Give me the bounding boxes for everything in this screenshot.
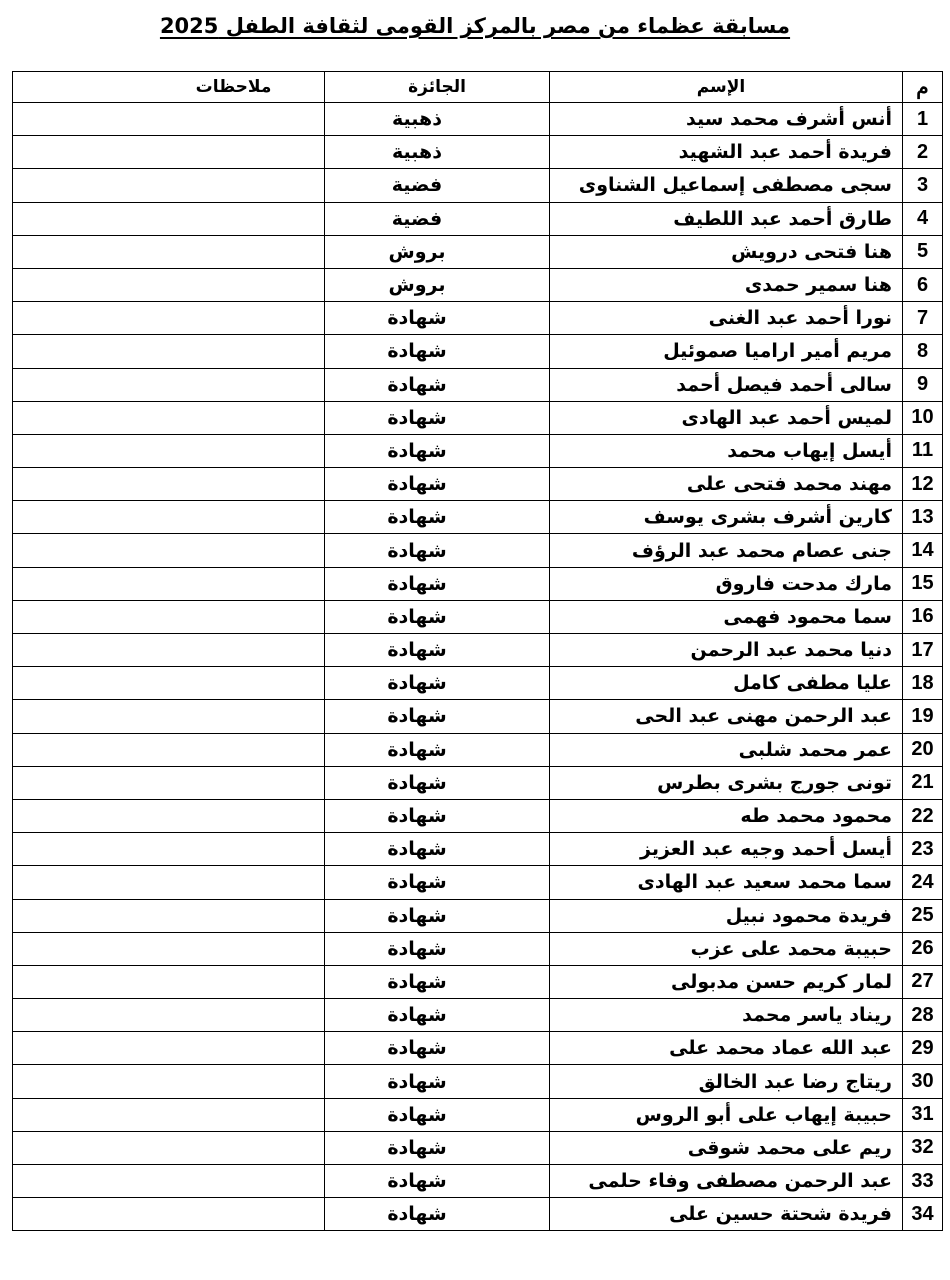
row-award: بروش <box>325 235 550 268</box>
row-notes <box>13 534 325 567</box>
row-notes <box>13 667 325 700</box>
row-name: عمر محمد شلبى <box>550 733 903 766</box>
table-row <box>13 1065 943 1098</box>
row-name: أيسل إيهاب محمد <box>550 434 903 467</box>
row-notes <box>13 1165 325 1198</box>
row-name: ريتاج رضا عبد الخالق <box>550 1065 903 1098</box>
row-notes <box>13 302 325 335</box>
row-notes <box>13 1065 325 1098</box>
row-notes <box>13 1131 325 1164</box>
table-row <box>13 434 943 467</box>
row-number: 8 <box>903 335 943 368</box>
row-notes <box>13 1032 325 1065</box>
row-number: 19 <box>903 700 943 733</box>
row-notes <box>13 600 325 633</box>
row-name: هنا فتحى درويش <box>550 235 903 268</box>
row-name: دنيا محمد عبد الرحمن <box>550 634 903 667</box>
table-row <box>13 733 943 766</box>
table-row <box>13 667 943 700</box>
row-award: شهادة <box>325 833 550 866</box>
table-row <box>13 302 943 335</box>
row-award: شهادة <box>325 401 550 434</box>
row-number: 5 <box>903 235 943 268</box>
row-number: 7 <box>903 302 943 335</box>
row-notes <box>13 866 325 899</box>
row-notes <box>13 235 325 268</box>
table-row <box>13 335 943 368</box>
row-notes <box>13 1098 325 1131</box>
row-name: كارين أشرف بشرى يوسف <box>550 501 903 534</box>
row-number: 6 <box>903 268 943 301</box>
row-notes <box>13 766 325 799</box>
table-row <box>13 833 943 866</box>
row-award: شهادة <box>325 501 550 534</box>
table-row <box>13 202 943 235</box>
row-award: فضية <box>325 202 550 235</box>
row-award: شهادة <box>325 534 550 567</box>
row-award: شهادة <box>325 1098 550 1131</box>
table-row <box>13 1198 943 1231</box>
row-notes <box>13 700 325 733</box>
row-award: فضية <box>325 169 550 202</box>
row-name: عليا مطفى كامل <box>550 667 903 700</box>
row-notes <box>13 434 325 467</box>
row-notes <box>13 401 325 434</box>
row-award: شهادة <box>325 999 550 1032</box>
row-name: سما محمد سعيد عبد الهادى <box>550 866 903 899</box>
row-name: فريدة محمود نبيل <box>550 899 903 932</box>
row-name: فريدة أحمد عبد الشهيد <box>550 136 903 169</box>
row-notes <box>13 733 325 766</box>
table-row <box>13 965 943 998</box>
row-notes <box>13 899 325 932</box>
results-table <box>12 71 943 1231</box>
row-award: ذهبية <box>325 103 550 136</box>
row-number: 22 <box>903 799 943 832</box>
row-name: حبيبة إيهاب على أبو الروس <box>550 1098 903 1131</box>
table-row <box>13 899 943 932</box>
table-row <box>13 534 943 567</box>
row-number: 30 <box>903 1065 943 1098</box>
row-number: 27 <box>903 965 943 998</box>
row-award: شهادة <box>325 1198 550 1231</box>
row-number: 21 <box>903 766 943 799</box>
table-row <box>13 1032 943 1065</box>
table-row <box>13 567 943 600</box>
row-notes <box>13 634 325 667</box>
table-row <box>13 700 943 733</box>
row-notes <box>13 501 325 534</box>
row-name: مريم أمير اراميا صموئيل <box>550 335 903 368</box>
row-number: 11 <box>903 434 943 467</box>
row-number: 9 <box>903 368 943 401</box>
row-award: شهادة <box>325 634 550 667</box>
row-number: 25 <box>903 899 943 932</box>
row-award: شهادة <box>325 368 550 401</box>
row-award: شهادة <box>325 1065 550 1098</box>
row-award: شهادة <box>325 335 550 368</box>
header-notes: ملاحظات <box>13 72 325 103</box>
row-name: مهند محمد فتحى على <box>550 468 903 501</box>
table-row <box>13 799 943 832</box>
row-notes <box>13 136 325 169</box>
row-number: 20 <box>903 733 943 766</box>
row-number: 23 <box>903 833 943 866</box>
table-row <box>13 103 943 136</box>
row-award: شهادة <box>325 932 550 965</box>
row-award: شهادة <box>325 567 550 600</box>
row-name: أيسل أحمد وجيه عبد العزيز <box>550 833 903 866</box>
row-award: شهادة <box>325 965 550 998</box>
row-name: ريم على محمد شوقى <box>550 1131 903 1164</box>
table-row <box>13 600 943 633</box>
row-number: 32 <box>903 1131 943 1164</box>
table-row <box>13 401 943 434</box>
row-number: 34 <box>903 1198 943 1231</box>
row-number: 14 <box>903 534 943 567</box>
row-name: نورا أحمد عبد الغنى <box>550 302 903 335</box>
row-number: 12 <box>903 468 943 501</box>
row-notes <box>13 468 325 501</box>
row-name: لمار كريم حسن مدبولى <box>550 965 903 998</box>
row-award: شهادة <box>325 899 550 932</box>
row-name: عبد الرحمن مصطفى وفاء حلمى <box>550 1165 903 1198</box>
page-title-wrapper <box>0 14 950 38</box>
table-row <box>13 1098 943 1131</box>
row-notes <box>13 932 325 965</box>
table-row <box>13 1131 943 1164</box>
row-award: شهادة <box>325 1131 550 1164</box>
table-row <box>13 866 943 899</box>
row-notes <box>13 833 325 866</box>
row-award: شهادة <box>325 600 550 633</box>
row-award: شهادة <box>325 667 550 700</box>
row-name: فريدة شحتة حسين على <box>550 1198 903 1231</box>
header-number: م <box>903 72 943 103</box>
row-notes <box>13 335 325 368</box>
table-row <box>13 501 943 534</box>
table-header-row <box>13 72 943 103</box>
row-notes <box>13 799 325 832</box>
row-notes <box>13 103 325 136</box>
row-notes <box>13 1198 325 1231</box>
table-row <box>13 999 943 1032</box>
row-number: 33 <box>903 1165 943 1198</box>
table-body <box>13 103 943 1231</box>
row-number: 15 <box>903 567 943 600</box>
table-row <box>13 766 943 799</box>
row-number: 29 <box>903 1032 943 1065</box>
row-award: بروش <box>325 268 550 301</box>
row-name: ريناد ياسر محمد <box>550 999 903 1032</box>
row-name: سما محمود فهمى <box>550 600 903 633</box>
row-number: 26 <box>903 932 943 965</box>
row-award: شهادة <box>325 799 550 832</box>
header-award: الجائزة <box>325 72 550 103</box>
row-name: أنس أشرف محمد سيد <box>550 103 903 136</box>
table-row <box>13 268 943 301</box>
row-award: شهادة <box>325 866 550 899</box>
row-name: جنى عصام محمد عبد الرؤف <box>550 534 903 567</box>
row-notes <box>13 999 325 1032</box>
row-name: سجى مصطفى إسماعيل الشناوى <box>550 169 903 202</box>
table-row <box>13 136 943 169</box>
row-name: طارق أحمد عبد اللطيف <box>550 202 903 235</box>
row-number: 31 <box>903 1098 943 1131</box>
row-name: حبيبة محمد على عزب <box>550 932 903 965</box>
row-notes <box>13 965 325 998</box>
row-number: 2 <box>903 136 943 169</box>
row-name: محمود محمد طه <box>550 799 903 832</box>
row-name: عبد الرحمن مهنى عبد الحى <box>550 700 903 733</box>
row-notes <box>13 169 325 202</box>
row-name: تونى جورج بشرى بطرس <box>550 766 903 799</box>
row-number: 28 <box>903 999 943 1032</box>
row-award: شهادة <box>325 733 550 766</box>
row-award: شهادة <box>325 468 550 501</box>
row-number: 16 <box>903 600 943 633</box>
row-number: 4 <box>903 202 943 235</box>
row-award: ذهبية <box>325 136 550 169</box>
table-row <box>13 634 943 667</box>
table-row <box>13 368 943 401</box>
row-award: شهادة <box>325 700 550 733</box>
row-award: شهادة <box>325 302 550 335</box>
row-notes <box>13 368 325 401</box>
row-name: سالى أحمد فيصل أحمد <box>550 368 903 401</box>
row-number: 10 <box>903 401 943 434</box>
row-number: 13 <box>903 501 943 534</box>
row-notes <box>13 567 325 600</box>
row-name: لميس أحمد عبد الهادى <box>550 401 903 434</box>
row-name: هنا سمير حمدى <box>550 268 903 301</box>
row-number: 3 <box>903 169 943 202</box>
row-award: شهادة <box>325 1032 550 1065</box>
table-row <box>13 169 943 202</box>
row-name: مارك مدحت فاروق <box>550 567 903 600</box>
row-name: عبد الله عماد محمد على <box>550 1032 903 1065</box>
table-row <box>13 1165 943 1198</box>
row-number: 24 <box>903 866 943 899</box>
row-notes <box>13 202 325 235</box>
table-row <box>13 932 943 965</box>
row-number: 18 <box>903 667 943 700</box>
row-award: شهادة <box>325 1165 550 1198</box>
row-notes <box>13 268 325 301</box>
page-title: مسابقة عظماء من مصر بالمركز القومى لثقافة الطفل 2025 <box>159 14 791 38</box>
row-number: 17 <box>903 634 943 667</box>
table-row <box>13 235 943 268</box>
table-row <box>13 468 943 501</box>
row-award: شهادة <box>325 434 550 467</box>
header-name: الإسم <box>550 72 903 103</box>
row-award: شهادة <box>325 766 550 799</box>
row-number: 1 <box>903 103 943 136</box>
